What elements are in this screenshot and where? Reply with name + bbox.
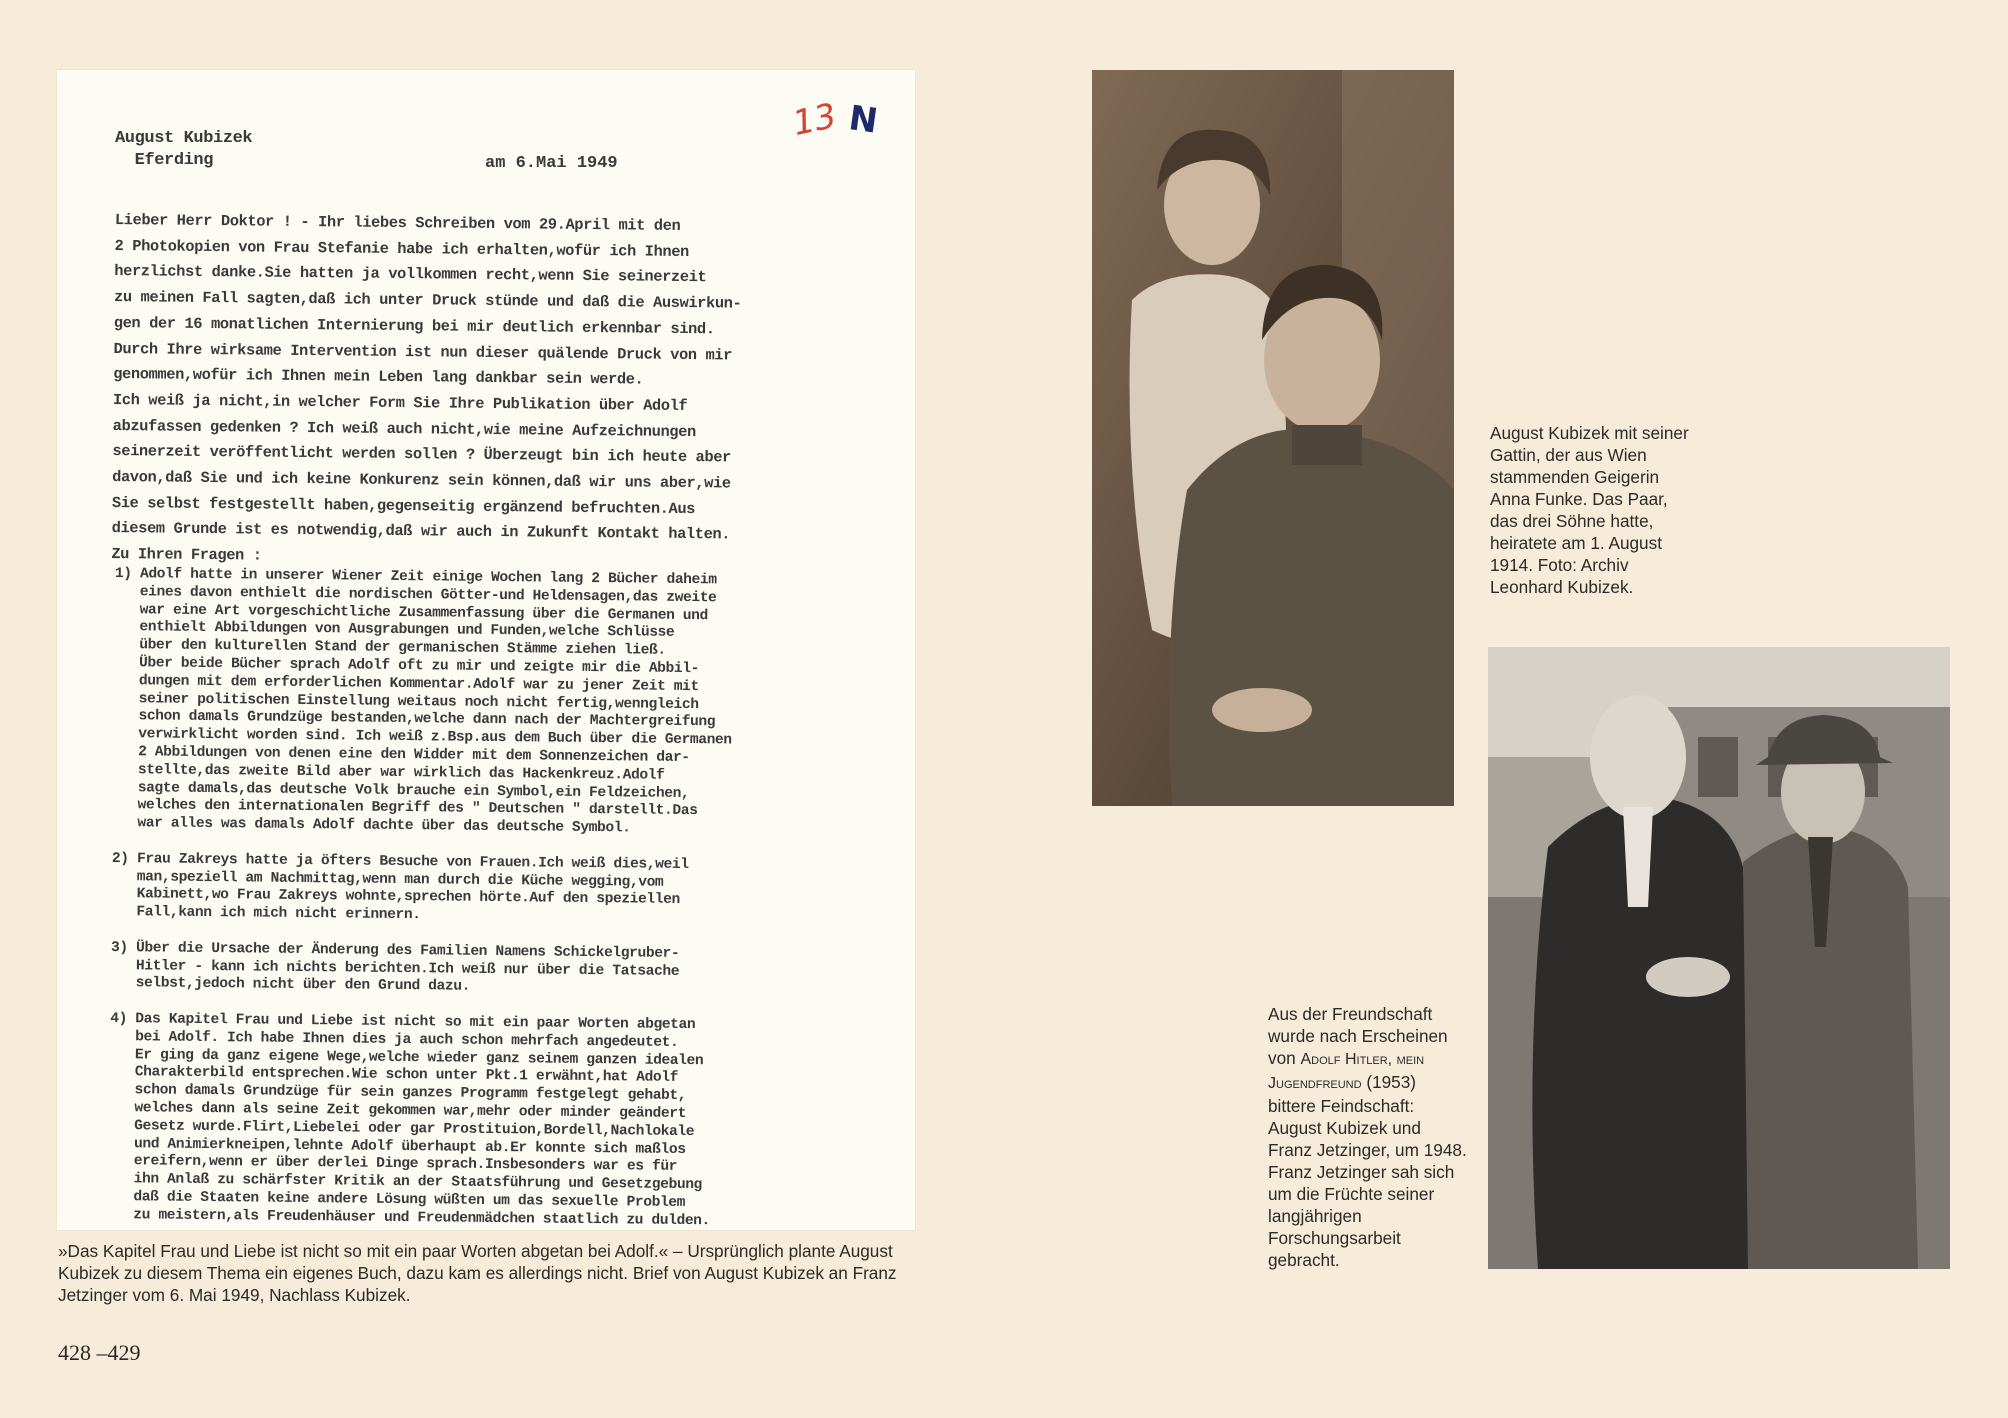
couple-caption: August Kubizek mit seiner Gattin, der aus Wien stammenden Geigerin Anna Funke. Das Paar, das drei Söhne hatte, heiratete am 1. August 1914. Foto: Archiv Leonhard Kubizek. (1490, 423, 1689, 597)
sender-place: Eferding (134, 151, 214, 170)
couple-photo-illustration (1092, 70, 1454, 806)
friends-caption (1268, 1003, 1468, 1271)
archive-mark-blue: N (846, 98, 881, 142)
couple-photo (1092, 70, 1454, 806)
page-numbers: 428 –429 (58, 1340, 141, 1365)
friends-photo-illustration (1488, 647, 1950, 1269)
letter-body-points: 1) Adolf hatte in unserer Wiener Zeit einige Wochen lang 2 Bücher daheim eines davon enthielt die nordischen Götter-und Heldensagen,das zweite war eine Art vorgeschichtliche Zusammenfassung über die Germanen und enthielt Abbildungen von Ausgrabungen und Funden,welche Schlüsse über den kulturellen Stand der germanischen Stämme ziehen ließ. Über beide Bücher sprach Adolf oft zu mir und zeigte mir die Abbil- dungen mit dem erforderlichen Kommentar.Adolf war zu jener Zeit mit seiner politischen Einstellung weitaus noch nicht fertig,wenngleich schon damals Grundzüge bestanden,welche dann nach der Machtergreifung verwirklicht worden sind. Ich weiß z.Bsp.aus dem Buch über die Germanen 2 Abbildungen von denen eine den Widder mit dem Sonnenzeichen dar- stellte,das zweite Bild aber war wirklich das Hackenkreuz.Adolf sagte damals,das deutsche Volk brauche ein Symbol,ein Feldzeichen, welches den internationalen Begriff des " Deutschen " darstellt.Das war alles was damals Adolf dachte über das deutsche Symbol. 2) Frau Zakreys hatte ja öfters Besuche von Frauen.Ich weiß dies,weil man,speziell am Nachmittag,wenn man durch die Küche wegging,vom Kabinett,wo Frau Zakreys wohnte,sprechen hörte.Auf den speziellen Fall,kann ich mich nicht erinnern. 3) Über die Ursache der Änderung des Familien Namens Schickelgruber- Hitler - kann ich nichts berichten.Ich weiß nur über die Tatsache selbst,jedoch nicht über den Grund dazu. 4) Das Kapitel Frau und Liebe ist nicht so mit ein paar Worten abgetan bei Adolf. Ich habe Ihnen dies ja auch schon mehrfach angedeutet. Er ging da ganz eigene Wege,welche wieder ganz seinem ganzen idealen Charakterbild entsprechen.Wie schon unter Pkt.1 erwähnt,hat Adolf schon damals Grundzüge für sein ganzes Programm festgelegt gehabt, welches dann als seine Zeit gekommen war,mehr oder minder geändert Gesetz wurde.Flirt,Liebelei oder gar Prostituion,Bordell,Nachlokale und Animierkneipen,lehnte Adolf überhaupt ab.Er konnte sich maßlos ereifern,wenn er über derlei Dinge sprach.Insbesonders war es für ihn Anlaß zu schärfster Kritik an der Staatsführung und Gesetzgebung daß die Staaten keine andere Lösung wüßten um das sexuelle Problem zu meistern,als Freudenhäuser und Freudenmädchen staatlich zu dulden. (108, 566, 732, 1229)
book-title: Adolf Hitler, mein Jugendfreund (1268, 1051, 1425, 1092)
friends-caption-after: (1953) bittere Feindschaft: August Kubizek und Franz Jetzinger, um 1948. Franz Jetzinger sah sich um die Früchte seiner langjährigen Forschungsarbeit gebracht. (1268, 1072, 1467, 1270)
archive-mark-red: 13 (789, 95, 840, 145)
letter-caption: »Das Kapitel Frau und Liebe ist nicht so mit ein paar Worten abgetan bei Adolf.« – Ursprünglich plante August Kubizek zu diesem Thema ein eigenes Buch, dazu kam es allerdings nicht. Brief von August Kubizek an Franz Jetzinger vom 6. Mai 1949, Nachlass Kubizek. (58, 1241, 897, 1305)
friends-caption-before: Aus der Freundschaft wurde nach Erscheinen von (1268, 1004, 1448, 1068)
letter-scan (57, 70, 915, 1230)
sender-name: August Kubizek (115, 129, 253, 148)
letter-date: am 6.Mai 1949 (485, 154, 618, 173)
letter-body-intro: Lieber Herr Doktor ! - Ihr liebes Schreiben vom 29.April mit den 2 Photokopien von Frau Stefanie habe ich erhalten,wofür ich Ihnen herzlichst danke.Sie hatten ja vollkommen recht,wenn Sie seinerzeit zu meinen Fall sagten,daß ich unter Druck stünde und daß die Auswirkun- gen der 16 monatlichen Internierung bei mir deutlich erkennbar sind. Durch Ihre wirksame Intervention ist nun dieser quälende Druck von mir genommen,wofür ich Ihnen mein Leben lang dankbar sein werde. Ich weiß ja nicht,in welcher Form Sie Ihre Publikation über Adolf abzufassen gedenken ? Ich weiß auch nicht,wie meine Aufzeichnungen seinerzeit veröffentlicht werden sollen ? Überzeugt bin ich heute aber davon,daß Sie und ich keine Konkurenz sein können,daß wir uns aber,wie Sie selbst festgestellt haben,gegenseitig ergänzend befruchten.Aus diesem Grunde ist es notwendig,daß wir auch in Zukunft Kontakt halten. Zu Ihren Fragen : (111, 210, 742, 565)
friends-photo (1488, 647, 1950, 1269)
